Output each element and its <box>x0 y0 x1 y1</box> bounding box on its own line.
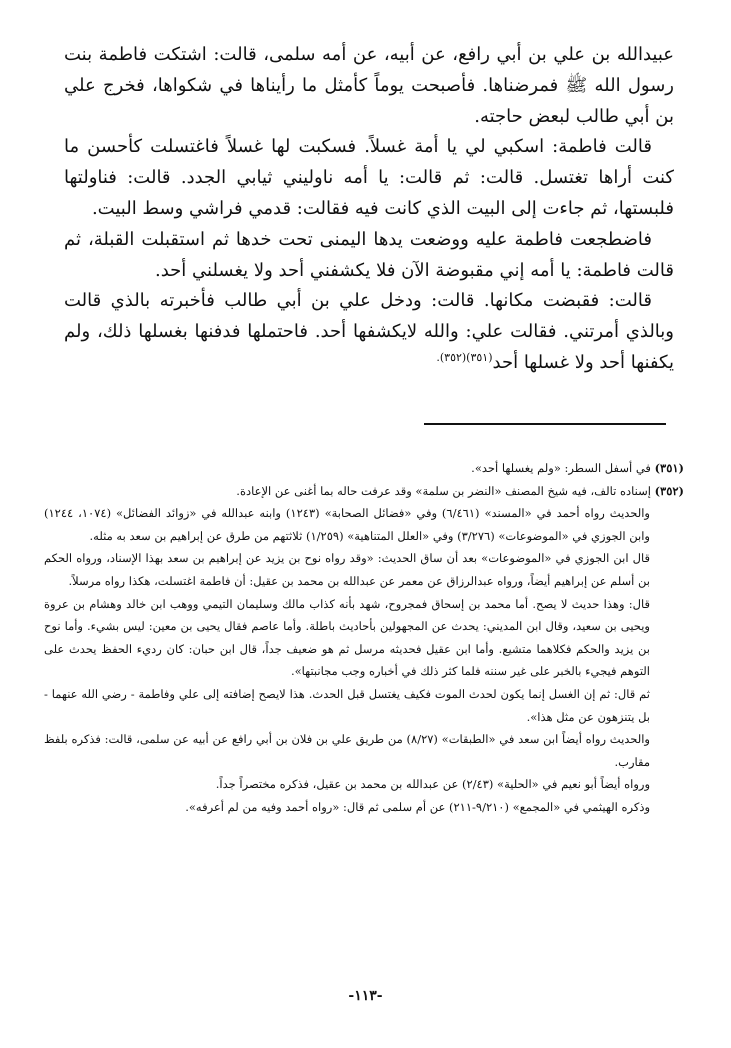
footnote-paragraph: والحديث رواه أحمد في «المسند» (٦/٤٦١) وفي «فضائل الصحابة» (١٢٤٣) وابنه عبدالله في «زوائد الفضائل» (١٠٧٤، ١٢٤٤) وابن الجوزي في «الموضوعات» (٣/٢٧٦) وفي «العلل المتناهية» (١/٢٥٩) ثلاثتهم من طرق عن إبراهيم بن سعد به مثله. <box>44 506 650 543</box>
main-paragraph: فاضطجعت فاطمة عليه ووضعت يدها اليمنى تحت خدها ثم استقبلت القبلة، ثم قالت فاطمة: يا أمه إني مقبوضة الآن فلا يكشفني أحد ولا يغسلني أحد. <box>64 228 674 281</box>
footnote-text: إسناده تالف، فيه شيخ المصنف «النضر بن سلمة» وقد عرفت حاله بما أغنى عن الإعادة. <box>236 483 651 498</box>
main-paragraph: عبيدالله بن علي بن أبي رافع، عن أبيه، عن أمه سلمى، قالت: اشتكت فاطمة بنت رسول الله ﷺ فمرضناها. فأصبحت يوماً كأمثل ما رأيناها في شكواها، فخرج علي بن أبي طالب لبعض حاجته. <box>64 44 674 127</box>
main-paragraph <box>64 286 674 378</box>
footnote-paragraph: قال ابن الجوزي في «الموضوعات» بعد أن ساق الحديث: «وقد رواه نوح بن يزيد عن إبراهيم بن سعد بهذا الإسناد، ورواه الحكم بن أسلم عن إبراهيم أيضاً، ورواه عبدالرزاق عن معمر عن عبدالله بن محمد بن عقيل: أن فاطمة اغتسلت، هكذا رواه مرسلاً. <box>44 551 650 588</box>
main-paragraph: قالت فاطمة: اسكبي لي يا أمة غسلاً. فسكبت لها غسلاً فاغتسلت كأحسن ما كنت أراها تغتسل. قالت: ثم قالت: يا أمه ناوليني ثيابي الجدد. قالت: فناولتها فلبستها، ثم جاءت إلى البيت الذي كانت فيه فقالت: قدمي فراشي وسط البيت. <box>64 136 674 219</box>
footnote <box>44 480 684 503</box>
footnote-paragraph: قال: وهذا حديث لا يصح. أما محمد بن إسحاق فمجروح، شهد بأنه كذاب مالك وسليمان التيمي ووهب ابن خالد وهشام بن عروة ويحيى بن سعيد، وقال ابن المديني: يحدث عن المجهولين بأحاديث باطلة. وأما عاصم فقال يحيى بن معين: ليس بشيء. وأما نوح بن يزيد والحكم فكلاهما متشيع. وأما ابن عقيل فحديثه مرسل ثم هو ضعيف جداً، قال ابن حبان: كان رديء الحفظ يحدث على التوهم فيجيء بالخبر على غير سننه فلما كثر ذلك في أخباره وجب مجانبتها». <box>44 596 650 679</box>
footnote-paragraph: ورواه أيضاً أبو نعيم في «الحلية» (٢/٤٣) عن عبدالله بن محمد بن عقيل، فذكره مختصراً جداً. <box>215 777 650 792</box>
main-paragraph-text: قالت: فقبضت مكانها. قالت: ودخل علي بن أبي طالب فأخبرته بالذي قالت وبالذي أمرتني. فقالت علي: والله لايكشفها أحد. فاحتملها فدفنها بغسلها ذلك، ولم يكفنها أحد ولا غسلها أحد <box>64 290 674 373</box>
main-text <box>64 40 674 379</box>
footnote-text: في أسفل السطر: «ولم يغسلها أحد». <box>471 461 651 475</box>
footnote-number: (٣٥٢) <box>654 483 684 498</box>
footnote-number: (٣٥١) <box>654 461 684 475</box>
footnote-paragraph: ثم قال: ثم إن الغسل إنما يكون لحدث الموت فكيف يغتسل قبل الحدث. هذا لايصح إضافته إلى علي وفاطمة - رضي الله عنهما - بل يتنزهون عن مثل هذا». <box>44 686 650 724</box>
page-number: -١١٣- <box>348 988 383 1004</box>
footnotes <box>44 457 684 819</box>
footnote-paragraph: وذكره الهيثمي في «المجمع» (٩/٢١٠-٢١١) عن أم سلمى ثم قال: «رواه أحمد وفيه من لم أعرفه». <box>185 799 650 814</box>
footnote-refs: (٣٥١)(٣٥٢). <box>436 350 493 364</box>
footnote-separator <box>424 423 666 425</box>
footnote <box>44 457 684 480</box>
footnote-continuation <box>44 502 684 818</box>
footnote-paragraph: والحديث رواه أيضاً ابن سعد في «الطبقات» (٨/٢٧) من طريق علي بن فلان بن أبي رافع عن أبيه عن سلمى، قالت: فذكره بلفظ مقارب. <box>44 732 650 769</box>
